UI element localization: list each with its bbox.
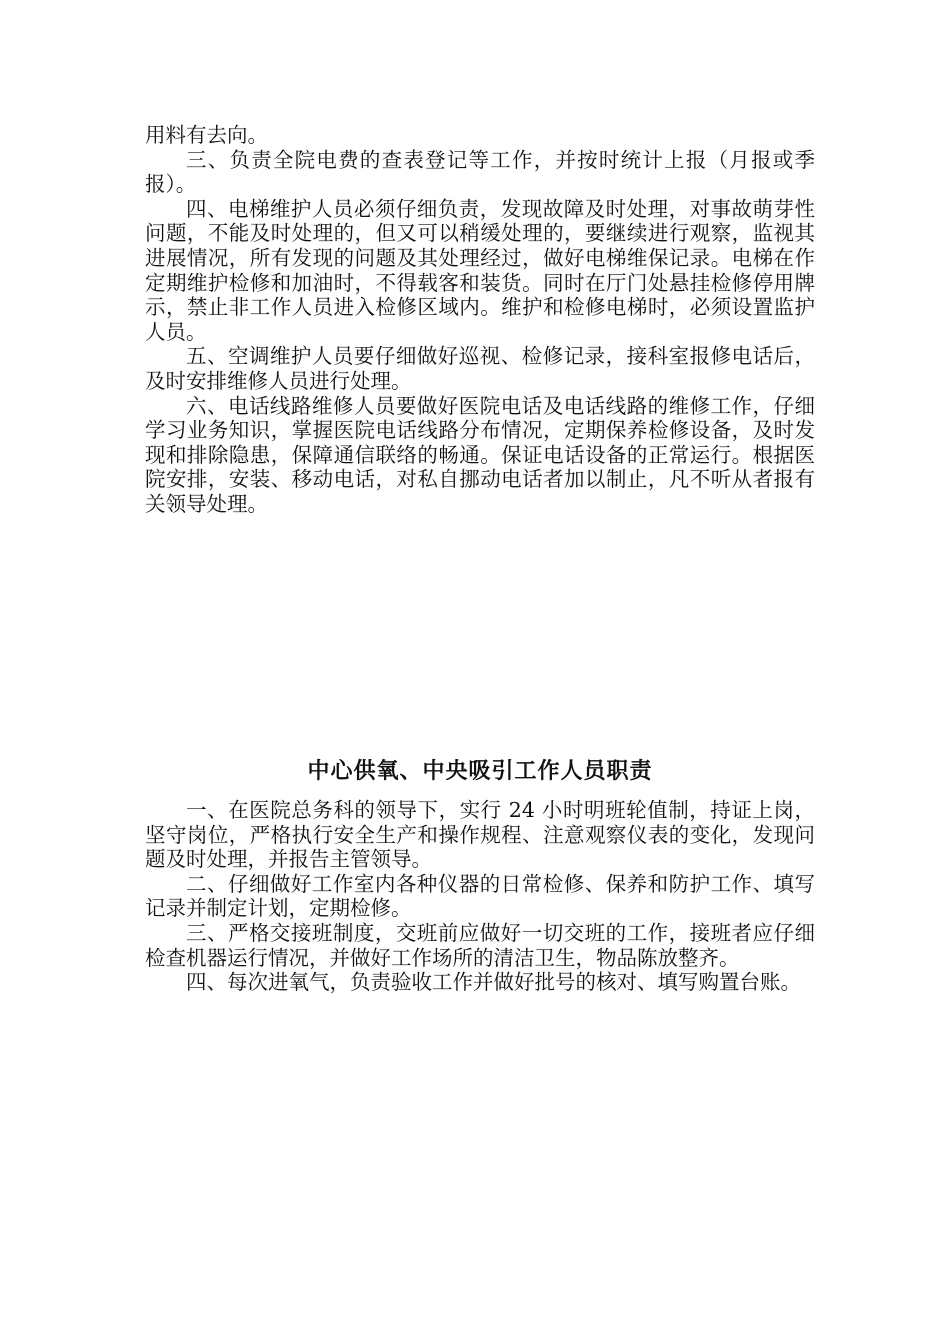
paragraph-continuation: 用料有去向。 — [145, 123, 268, 147]
paragraph-item-1: 一、在医院总务科的领导下，实行 24 小时明班轮值制，持证上岗，坚守岗位，严格执行安全生产和操作规程、注意观察仪表的变化，发现问题及时处理，并报告主管领导。 — [145, 798, 815, 872]
section-2-body — [145, 798, 815, 995]
paragraph-item-5: 五、空调维护人员要仔细做好巡视、检修记录，接科室报修电话后，及时安排维修人员进行处理。 — [145, 344, 815, 393]
paragraph-item-4: 四、电梯维护人员必须仔细负责，发现故障及时处理，对事故萌芽性问题，不能及时处理的，但又可以稍缓处理的，要继续进行观察，监视其进展情况，所有发现的问题及其处理经过，做好电梯维保记录。电梯在作定期维护检修和加油时，不得载客和装货。同时在厅门处悬挂检修停用牌示，禁止非工作人员进入检修区域内。维护和检修电梯时，必须设置监护人员。 — [145, 196, 815, 344]
section-2-title: 中心供氧、中央吸引工作人员职责 — [307, 759, 653, 784]
paragraph-item-2: 二、仔细做好工作室内各种仪器的日常检修、保养和防护工作、填写记录并制定计划，定期检修。 — [145, 871, 815, 921]
paragraph-item-4: 四、每次进氧气，负责验收工作并做好批号的核对、填写购置台账。 — [186, 970, 801, 995]
section-1-body — [145, 123, 815, 517]
paragraph-item-6: 六、电话线路维修人员要做好医院电话及电话线路的维修工作，仔细学习业务知识，掌握医院电话线路分布情况，定期保养检修设备，及时发现和排除隐患，保障通信联络的畅通。保证电话设备的正常运行。根据医院安排，安装、移动电话，对私自挪动电话者加以制止，凡不听从者报有关领导处理。 — [145, 393, 815, 516]
paragraph-item-3: 三、负责全院电费的查表登记等工作，并按时统计上报（月报或季报）。 — [145, 147, 815, 197]
paragraph-item-3: 三、严格交接班制度，交班前应做好一切交班的工作，接班者应仔细检查机器运行情况，并做好工作场所的清洁卫生，物品陈放整齐。 — [145, 920, 815, 970]
